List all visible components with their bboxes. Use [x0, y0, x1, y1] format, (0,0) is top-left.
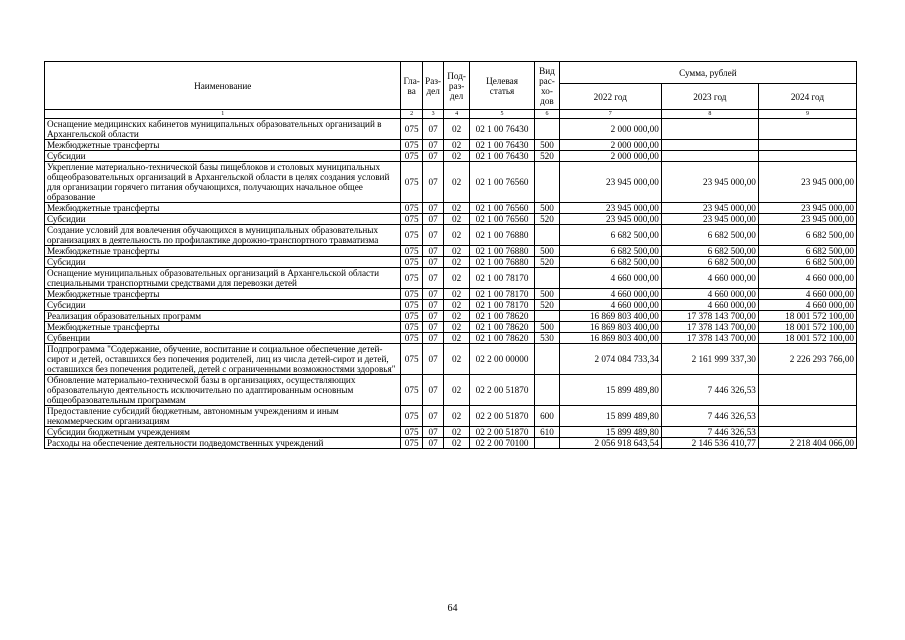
- row-sum-2024: 23 945 000,00: [758, 203, 856, 214]
- row-name: Межбюджетные трансферты: [45, 322, 401, 333]
- row-sum-2023: 17 378 143 700,00: [661, 311, 758, 322]
- row-razdel: 07: [422, 246, 443, 257]
- table-row: [45, 322, 857, 333]
- table-row: [45, 375, 857, 406]
- row-celevaya: 02 2 00 51870: [469, 427, 534, 438]
- row-podrazdel: 02: [444, 225, 470, 246]
- row-razdel: 07: [422, 214, 443, 225]
- row-razdel: 07: [422, 151, 443, 162]
- row-sum-2024: 6 682 500,00: [758, 257, 856, 268]
- row-vid: 520: [535, 151, 560, 162]
- row-glava: 075: [401, 203, 422, 214]
- row-celevaya: 02 1 00 76880: [469, 246, 534, 257]
- row-sum-2022: 15 899 489,80: [559, 427, 661, 438]
- row-podrazdel: 02: [444, 427, 470, 438]
- row-vid: [535, 344, 560, 375]
- row-razdel: 07: [422, 203, 443, 214]
- row-sum-2022: 23 945 000,00: [559, 162, 661, 203]
- row-sum-2023: 7 446 326,53: [661, 406, 758, 427]
- row-razdel: 07: [422, 344, 443, 375]
- row-razdel: 07: [422, 300, 443, 311]
- row-podrazdel: 02: [444, 162, 470, 203]
- row-glava: 075: [401, 333, 422, 344]
- row-glava: 075: [401, 344, 422, 375]
- col-number: 1: [45, 110, 401, 119]
- row-glava: 075: [401, 438, 422, 449]
- row-sum-2023: 7 446 326,53: [661, 375, 758, 406]
- row-vid: [535, 268, 560, 289]
- row-name: Межбюджетные трансферты: [45, 203, 401, 214]
- row-podrazdel: 02: [444, 322, 470, 333]
- row-name: Субсидии: [45, 214, 401, 225]
- row-podrazdel: 02: [444, 151, 470, 162]
- row-sum-2023: 6 682 500,00: [661, 246, 758, 257]
- row-sum-2024: 23 945 000,00: [758, 162, 856, 203]
- row-sum-2024: 2 226 293 766,00: [758, 344, 856, 375]
- table-row: [45, 140, 857, 151]
- row-podrazdel: 02: [444, 257, 470, 268]
- row-vid: [535, 119, 560, 140]
- row-razdel: 07: [422, 427, 443, 438]
- row-name: Субвенции: [45, 333, 401, 344]
- col-number: 8: [661, 110, 758, 119]
- row-podrazdel: 02: [444, 268, 470, 289]
- row-podrazdel: 02: [444, 289, 470, 300]
- row-celevaya: 02 1 00 76430: [469, 151, 534, 162]
- row-vid: [535, 375, 560, 406]
- row-sum-2024: 18 001 572 100,00: [758, 322, 856, 333]
- row-razdel: 07: [422, 289, 443, 300]
- row-name: Межбюджетные трансферты: [45, 140, 401, 151]
- row-glava: 075: [401, 375, 422, 406]
- row-sum-2024: [758, 375, 856, 406]
- col-number: 7: [559, 110, 661, 119]
- table-body: [45, 119, 857, 449]
- table-row: [45, 246, 857, 257]
- row-sum-2022: 15 899 489,80: [559, 375, 661, 406]
- row-sum-2022: 16 869 803 400,00: [559, 322, 661, 333]
- row-vid: [535, 162, 560, 203]
- row-glava: 075: [401, 140, 422, 151]
- row-name: Расходы на обеспечение деятельности подведомственных учреждений: [45, 438, 401, 449]
- row-sum-2022: 4 660 000,00: [559, 289, 661, 300]
- row-sum-2024: 4 660 000,00: [758, 300, 856, 311]
- header-2024: 2024 год: [758, 84, 856, 110]
- row-sum-2024: 6 682 500,00: [758, 246, 856, 257]
- row-celevaya: 02 1 00 78620: [469, 311, 534, 322]
- row-celevaya: 02 1 00 78170: [469, 268, 534, 289]
- row-podrazdel: 02: [444, 140, 470, 151]
- row-celevaya: 02 1 00 78170: [469, 289, 534, 300]
- table-row: [45, 151, 857, 162]
- row-sum-2022: 2 074 084 733,34: [559, 344, 661, 375]
- row-razdel: 07: [422, 375, 443, 406]
- row-glava: 075: [401, 311, 422, 322]
- header-celevaya: Целевая статья: [469, 62, 534, 110]
- row-sum-2024: 6 682 500,00: [758, 225, 856, 246]
- row-sum-2023: 2 161 999 337,30: [661, 344, 758, 375]
- table-row: [45, 300, 857, 311]
- row-sum-2023: [661, 151, 758, 162]
- row-name: Субсидии бюджетным учреждениям: [45, 427, 401, 438]
- row-vid: 500: [535, 140, 560, 151]
- row-celevaya: 02 2 00 51870: [469, 406, 534, 427]
- row-razdel: 07: [422, 268, 443, 289]
- header-podrazdel: Под- раз- дел: [444, 62, 470, 110]
- row-glava: 075: [401, 162, 422, 203]
- row-name: Подпрограмма "Содержание, обучение, воспитание и социальное обеспечение детей-сирот и детей, оставшихся без попечения родителей, лиц из числа детей-сирот и детей, оставшихся без попечения родителей, детей с ограниченными возможностями здоровья": [45, 344, 401, 375]
- row-podrazdel: 02: [444, 300, 470, 311]
- row-podrazdel: 02: [444, 203, 470, 214]
- row-razdel: 07: [422, 406, 443, 427]
- row-podrazdel: 02: [444, 344, 470, 375]
- budget-table: [44, 61, 857, 449]
- row-vid: 610: [535, 427, 560, 438]
- row-glava: 075: [401, 406, 422, 427]
- row-celevaya: 02 1 00 76880: [469, 257, 534, 268]
- row-sum-2023: 23 945 000,00: [661, 162, 758, 203]
- row-vid: 520: [535, 257, 560, 268]
- row-sum-2022: 2 000 000,00: [559, 119, 661, 140]
- row-name: Субсидии: [45, 300, 401, 311]
- header-summa: Сумма, рублей: [559, 62, 856, 84]
- row-celevaya: 02 1 00 76430: [469, 140, 534, 151]
- row-vid: [535, 225, 560, 246]
- row-celevaya: 02 1 00 78620: [469, 322, 534, 333]
- row-name: Предоставление субсидий бюджетным, автономным учреждениям и иным некоммерческим организациям: [45, 406, 401, 427]
- row-celevaya: 02 1 00 78620: [469, 333, 534, 344]
- table-row: [45, 333, 857, 344]
- row-sum-2024: 2 218 404 066,00: [758, 438, 856, 449]
- row-sum-2023: 4 660 000,00: [661, 300, 758, 311]
- row-sum-2023: 17 378 143 700,00: [661, 322, 758, 333]
- row-sum-2022: 4 660 000,00: [559, 300, 661, 311]
- row-celevaya: 02 1 00 76880: [469, 225, 534, 246]
- row-sum-2022: 2 056 918 643,54: [559, 438, 661, 449]
- table-row: [45, 225, 857, 246]
- table-row: [45, 268, 857, 289]
- table-row: [45, 406, 857, 427]
- table-row: [45, 257, 857, 268]
- table-row: [45, 119, 857, 140]
- page-number: 64: [447, 603, 458, 614]
- row-glava: 075: [401, 119, 422, 140]
- row-podrazdel: 02: [444, 119, 470, 140]
- row-name: Создание условий для вовлечения обучающихся в муниципальных образовательных организациях в деятельность по профилактике дорожно-транспортного травматизма: [45, 225, 401, 246]
- row-name: Оснащение медицинских кабинетов муниципальных образовательных организаций в Архангельской области: [45, 119, 401, 140]
- row-glava: 075: [401, 322, 422, 333]
- row-sum-2022: 6 682 500,00: [559, 225, 661, 246]
- row-sum-2024: [758, 427, 856, 438]
- row-glava: 075: [401, 246, 422, 257]
- row-glava: 075: [401, 257, 422, 268]
- row-celevaya: 02 1 00 78170: [469, 300, 534, 311]
- row-podrazdel: 02: [444, 375, 470, 406]
- row-name: Межбюджетные трансферты: [45, 289, 401, 300]
- row-razdel: 07: [422, 333, 443, 344]
- row-sum-2022: 23 945 000,00: [559, 214, 661, 225]
- row-sum-2024: 18 001 572 100,00: [758, 311, 856, 322]
- row-sum-2023: 23 945 000,00: [661, 203, 758, 214]
- row-sum-2023: 4 660 000,00: [661, 268, 758, 289]
- row-sum-2022: 16 869 803 400,00: [559, 333, 661, 344]
- row-sum-2024: 23 945 000,00: [758, 214, 856, 225]
- row-razdel: 07: [422, 140, 443, 151]
- row-sum-2023: 17 378 143 700,00: [661, 333, 758, 344]
- row-vid: [535, 311, 560, 322]
- row-name: Реализация образовательных программ: [45, 311, 401, 322]
- row-vid: 520: [535, 214, 560, 225]
- row-vid: 530: [535, 333, 560, 344]
- col-number: 5: [469, 110, 534, 119]
- row-glava: 075: [401, 427, 422, 438]
- row-sum-2022: 2 000 000,00: [559, 151, 661, 162]
- row-sum-2023: 4 660 000,00: [661, 289, 758, 300]
- row-podrazdel: 02: [444, 311, 470, 322]
- table-row: [45, 427, 857, 438]
- col-number: 9: [758, 110, 856, 119]
- header-glava: Гла- ва: [401, 62, 422, 110]
- row-vid: 500: [535, 246, 560, 257]
- row-razdel: 07: [422, 311, 443, 322]
- row-sum-2024: 4 660 000,00: [758, 268, 856, 289]
- row-sum-2022: 16 869 803 400,00: [559, 311, 661, 322]
- row-celevaya: 02 2 00 00000: [469, 344, 534, 375]
- row-podrazdel: 02: [444, 246, 470, 257]
- row-razdel: 07: [422, 225, 443, 246]
- row-name: Обновление материально-технической базы в организациях, осуществляющих образовательную деятельность исключительно по адаптированным основным общеобразовательным программам: [45, 375, 401, 406]
- row-sum-2022: 6 682 500,00: [559, 246, 661, 257]
- row-razdel: 07: [422, 119, 443, 140]
- header-razdel: Раз- дел: [422, 62, 443, 110]
- row-vid: 520: [535, 300, 560, 311]
- table-row: [45, 438, 857, 449]
- row-name: Укрепление материально-технической базы пищеблоков и столовых муниципальных общеобразовательных организаций в Архангельской области в целях создания условий для организации горячего питания обучающихся, получающих начальное общее образование: [45, 162, 401, 203]
- row-podrazdel: 02: [444, 214, 470, 225]
- row-sum-2024: [758, 151, 856, 162]
- row-name: Оснащение муниципальных образовательных организаций в Архангельской области специальными транспортными средствами для перевозки детей: [45, 268, 401, 289]
- table-row: [45, 344, 857, 375]
- col-number: 3: [422, 110, 443, 119]
- row-sum-2024: [758, 140, 856, 151]
- row-name: Субсидии: [45, 151, 401, 162]
- row-celevaya: 02 1 00 76430: [469, 119, 534, 140]
- row-sum-2023: [661, 119, 758, 140]
- row-sum-2022: 15 899 489,80: [559, 406, 661, 427]
- header-2022: 2022 год: [559, 84, 661, 110]
- row-razdel: 07: [422, 322, 443, 333]
- row-sum-2024: 18 001 572 100,00: [758, 333, 856, 344]
- table-row: [45, 289, 857, 300]
- row-podrazdel: 02: [444, 438, 470, 449]
- row-sum-2022: 2 000 000,00: [559, 140, 661, 151]
- row-name: Субсидии: [45, 257, 401, 268]
- col-number: 6: [535, 110, 560, 119]
- row-podrazdel: 02: [444, 333, 470, 344]
- row-sum-2024: [758, 119, 856, 140]
- row-sum-2022: 4 660 000,00: [559, 268, 661, 289]
- row-vid: [535, 438, 560, 449]
- row-vid: 500: [535, 289, 560, 300]
- row-sum-2023: 23 945 000,00: [661, 214, 758, 225]
- row-sum-2022: 23 945 000,00: [559, 203, 661, 214]
- row-glava: 075: [401, 268, 422, 289]
- row-razdel: 07: [422, 438, 443, 449]
- row-vid: 600: [535, 406, 560, 427]
- row-vid: 500: [535, 322, 560, 333]
- column-number-row: [45, 110, 857, 119]
- table-row: [45, 203, 857, 214]
- row-sum-2024: [758, 406, 856, 427]
- table-row: [45, 162, 857, 203]
- row-sum-2023: 6 682 500,00: [661, 257, 758, 268]
- row-glava: 075: [401, 300, 422, 311]
- col-number: 2: [401, 110, 422, 119]
- table-row: [45, 214, 857, 225]
- row-celevaya: 02 2 00 51870: [469, 375, 534, 406]
- row-razdel: 07: [422, 162, 443, 203]
- row-celevaya: 02 1 00 76560: [469, 203, 534, 214]
- row-vid: 500: [535, 203, 560, 214]
- row-glava: 075: [401, 214, 422, 225]
- header-vid: Вид рас- хо- дов: [535, 62, 560, 110]
- row-podrazdel: 02: [444, 406, 470, 427]
- row-sum-2023: 6 682 500,00: [661, 225, 758, 246]
- row-celevaya: 02 1 00 76560: [469, 162, 534, 203]
- table-row: [45, 311, 857, 322]
- row-glava: 075: [401, 151, 422, 162]
- row-sum-2022: 6 682 500,00: [559, 257, 661, 268]
- row-sum-2023: 2 146 536 410,77: [661, 438, 758, 449]
- row-glava: 075: [401, 289, 422, 300]
- header-2023: 2023 год: [661, 84, 758, 110]
- row-name: Межбюджетные трансферты: [45, 246, 401, 257]
- col-number: 4: [444, 110, 470, 119]
- row-celevaya: 02 2 00 70100: [469, 438, 534, 449]
- row-glava: 075: [401, 225, 422, 246]
- row-celevaya: 02 1 00 76560: [469, 214, 534, 225]
- row-sum-2023: [661, 140, 758, 151]
- row-razdel: 07: [422, 257, 443, 268]
- row-sum-2023: 7 446 326,53: [661, 427, 758, 438]
- row-sum-2024: 4 660 000,00: [758, 289, 856, 300]
- header-name: Наименование: [45, 62, 401, 110]
